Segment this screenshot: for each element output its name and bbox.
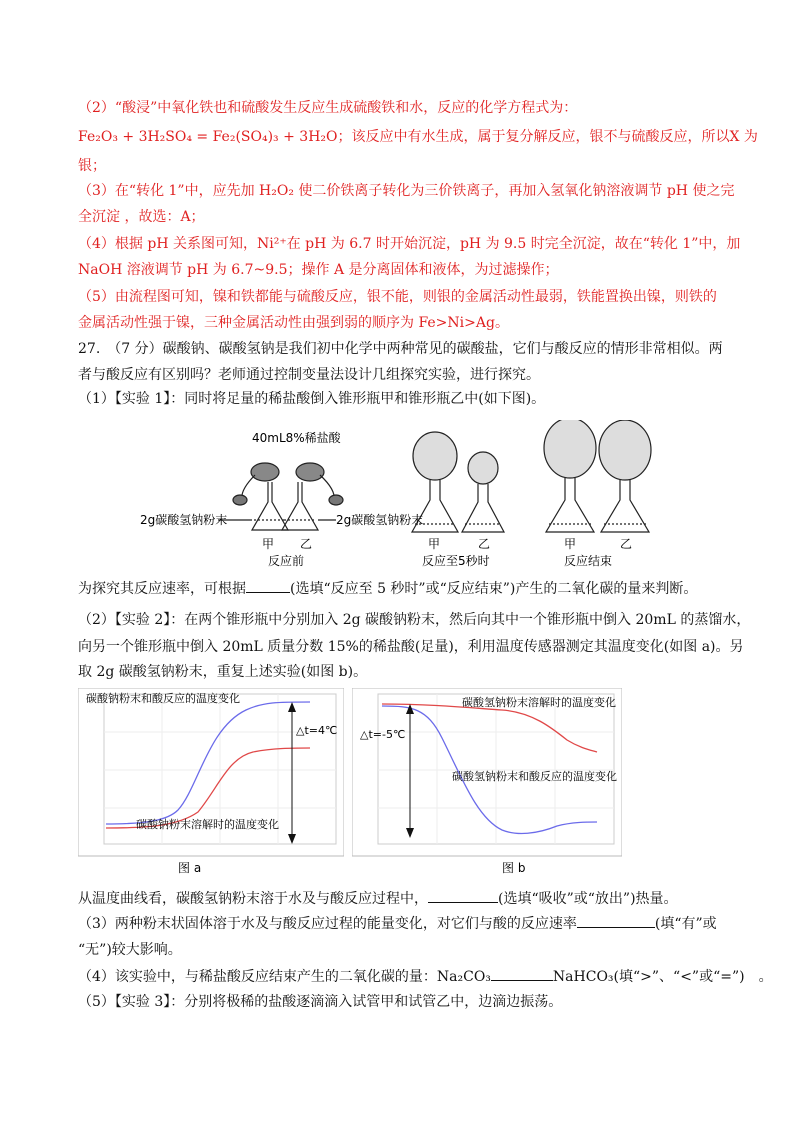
question-3-line-2: “无”)较大影响。: [78, 942, 182, 958]
experiment-2-line-1: （2）【实验 2】：在两个锥形瓶中分别加入 2g 碳酸钠粉末，然后向其中一个锥形瓶中倒入 20mL 的蒸馏水，: [78, 612, 751, 628]
apparatus-figure: [140, 420, 660, 570]
answer-2-equation-line: [78, 127, 758, 147]
answer-2-intro: （2）“酸浸”中氧化铁也和硫酸发生反应生成硫酸铁和水，反应的化学方程式为：: [78, 100, 578, 116]
answer-4-line-2: NaOH 溶液调节 pH 为 6.7~9.5；操作 A 是分离固体和液体，为过滤操作；: [78, 262, 559, 278]
question-text: （4）该实验中，与稀盐酸反应结束产生的二氧化碳的量：Na₂CO₃: [78, 969, 491, 985]
question-text: （3）两种粉末状固体溶于水及与酸反应过程的能量变化，对它们与酸的反应速率: [78, 916, 577, 932]
answer-3-line-1: （3）在“转化 1”中，应先加 H₂O₂ 使二价铁离子转化为三价铁离子，再加入氢氧化钠溶液调节 pH 使之完: [78, 183, 735, 199]
answer-blank-4[interactable]: [491, 966, 553, 981]
question-text: (填“有”或: [654, 916, 717, 932]
answer-blank-2[interactable]: [428, 888, 498, 903]
question-text: 从温度曲线看，碳酸氢钠粉末溶于水及与酸反应过程中，: [78, 891, 428, 907]
question-3-line-1: [78, 913, 738, 934]
graph-a: [78, 688, 344, 878]
flask-yi-label-end: 乙: [620, 537, 633, 551]
graph-b: [352, 688, 622, 878]
answer-blank-3[interactable]: [577, 913, 655, 928]
answer-blank-1[interactable]: [246, 578, 290, 593]
graph-a-caption: 图 a: [178, 861, 202, 875]
question-text: (选填“反应至 5 秒时”或“反应结束”)产生的二氧化碳的量来判断。: [290, 581, 698, 597]
graph-a-bottom-label: 碳酸钠粉末溶解时的温度变化: [136, 818, 279, 831]
answer-5-line-1: （5）由流程图可知，镍和铁都能与硫酸反应，银不能，则银的金属活动性最弱，铁能置换出镍，则铁的: [78, 289, 717, 305]
experiment-1-text: （1）【实验 1】：同时将足量的稀盐酸倒入锥形瓶甲和锥形瓶乙中(如下图)。: [78, 391, 546, 407]
flask-jia-label: 甲: [262, 537, 275, 551]
answer-5-line-2: 金属活动性强于镍，三种金属活动性由强到弱的顺序为 Fe>Ni>Ag。: [78, 315, 509, 331]
acid-label: 40mL8%稀盐酸: [252, 431, 341, 445]
powder-label-right: 2g碳酸氢钠粉末: [336, 513, 424, 527]
answer-2-end: 银；: [78, 158, 106, 174]
question-text: 为探究其反应速率，可根据: [78, 581, 246, 597]
answer-4-line-1: （4）根据 pH 关系图可知，Ni²⁺在 pH 为 6.7 时开始沉淀，pH 为 9.5 时完全沉淀，故在“转化 1”中，加: [78, 236, 741, 252]
flask-yi-label-5s: 乙: [478, 537, 491, 551]
question-text: NaHCO₃(填“>”、“<”或“=”) 。: [552, 969, 773, 985]
stage-before-label: 反应前: [268, 554, 305, 568]
experiment-2-line-3: 取 2g 碳酸氢钠粉末，重复上述实验(如图 b)。: [78, 664, 368, 680]
answer-2-tail: ；该反应中有水生成，属于复分解反应，银不与硫酸反应，所以X 为: [337, 129, 758, 145]
powder-label-left: 2g碳酸氢钠粉末: [140, 513, 228, 527]
graph-b-bottom-label: 碳酸氢钠粉末和酸反应的温度变化: [452, 770, 617, 783]
experiment-1-question: [78, 578, 738, 599]
experiment-2-question: [78, 888, 738, 909]
stage-end-label: 反应结束: [564, 554, 613, 568]
stage-5s-label: 反应至5秒时: [422, 554, 490, 568]
experiment-2-line-2: 向另一个锥形瓶中倒入 20mL 质量分数 15%的稀盐酸(足量)，利用温度传感器测定其温度变化(如图 a)。另: [78, 639, 744, 655]
question-27-line-1: 27. （7 分）碳酸钠、碳酸氢钠是我们初中化学中两种常见的碳酸盐，它们与酸反应的情形非常相似。两: [78, 341, 723, 357]
flask-jia-label-5s: 甲: [428, 537, 441, 551]
question-27-line-2: 者与酸反应有区别吗？老师通过控制变量法设计几组探究实验，进行探究。: [78, 367, 540, 383]
experiment-3-text: （5）【实验 3】：分别将极稀的盐酸逐滴滴入试管甲和试管乙中，边滴边振荡。: [78, 994, 563, 1010]
graph-a-delta: △t=4℃: [296, 724, 338, 737]
flask-yi-label: 乙: [300, 537, 313, 551]
graph-b-caption: 图 b: [502, 861, 526, 875]
question-4: [78, 966, 773, 987]
answer-3-line-2: 全沉淀 ，故选：A；: [78, 209, 205, 225]
question-text: (选填“吸收”或“放出”)热量。: [498, 891, 678, 907]
graph-b-top-label: 碳酸氢钠粉末溶解时的温度变化: [462, 696, 616, 709]
equation: Fe₂O₃ + 3H₂SO₄ = Fe₂(SO₄)₃ + 3H₂O: [78, 129, 338, 145]
graph-a-top-label: 碳酸钠粉末和酸反应的温度变化: [86, 692, 240, 705]
graph-b-delta: △t=-5℃: [360, 728, 406, 741]
flask-jia-label-end: 甲: [564, 537, 577, 551]
